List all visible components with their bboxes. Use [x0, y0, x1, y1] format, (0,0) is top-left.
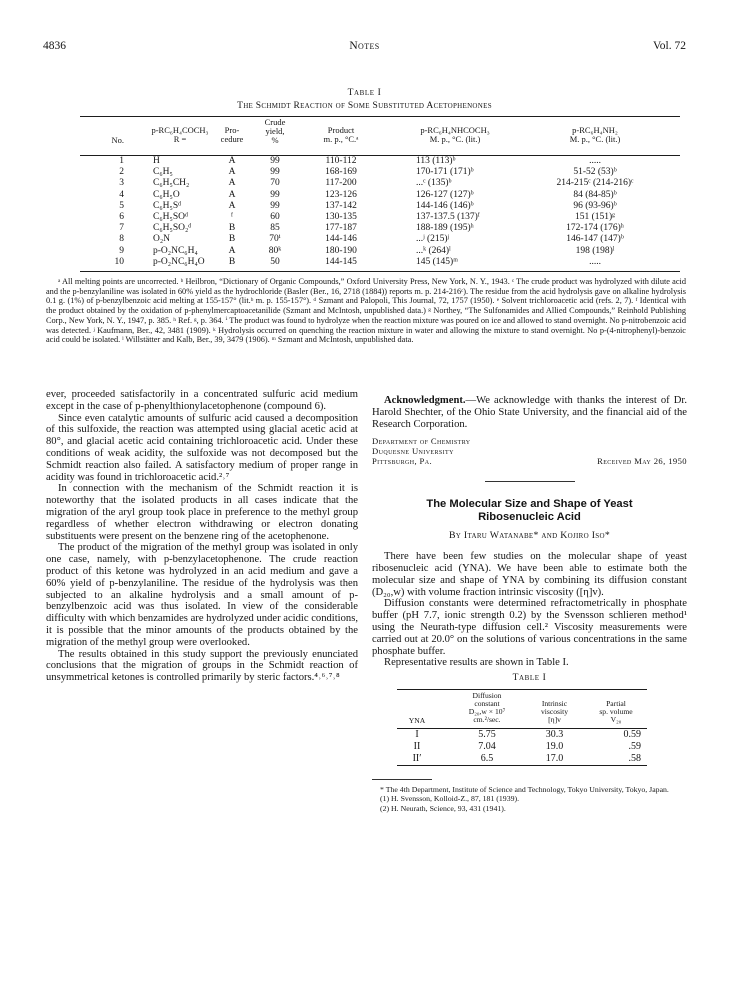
table2 — [372, 673, 687, 766]
cell-amine: 214-215ᶜ (214-216)ᶜ — [556, 178, 634, 189]
table1-footnotes — [46, 277, 686, 345]
cell-r: H — [153, 156, 160, 166]
cell-viscosity: 17.0 — [545, 752, 564, 764]
table1-col-no: No. — [111, 135, 124, 145]
cell-volume: 0.59 — [623, 728, 641, 740]
cell-mp: 123-126 — [325, 189, 357, 200]
cell-r: C₆H₅O — [153, 189, 180, 200]
paragraph: ever, proceeded satisfactorily in a concentrated sulfuric acid medium except in the case of p-phenylthionylacetophenone (compound 6). — [46, 389, 358, 412]
cell-amine: 198 (198)ˡ — [575, 245, 615, 256]
footnote: * The 4th Department, Institute of Science and Technology, Tokyo University, Tokyo, Japan. — [380, 784, 669, 794]
cell-no: 8 — [119, 234, 124, 245]
cell-amide: ...ᵏ (264)ˡ — [416, 245, 451, 256]
cell-volume: .58 — [628, 752, 641, 764]
table1-title: The Schmidt Reaction of Some Substituted Acetophenones — [237, 101, 492, 111]
cell-amide: 188-189 (195)ʰ — [416, 223, 474, 234]
table-row — [397, 741, 647, 753]
paragraph: Representative results are shown in Table I. — [384, 657, 569, 669]
cell-r: C₆H₅SO₂ᵈ — [153, 223, 192, 234]
affiliation-line — [372, 456, 687, 466]
table1-col-yield: Crude yield, % — [264, 117, 286, 145]
cell-no: 9 — [119, 245, 124, 256]
cell-amide: 126-127 (127)ᵇ — [416, 189, 474, 200]
received-date: Received May 26, 1950 — [597, 456, 687, 467]
table1-bottom-rule — [80, 271, 680, 272]
cell-amine: ..... — [589, 256, 601, 267]
table2-header — [397, 690, 647, 728]
table1-col-amine: p-RC₆H₄NH₂ M. p., °C. (lit.) — [569, 125, 621, 144]
affiliation-city: Pittsburgh, Pa. — [372, 456, 433, 467]
paragraph: Since even catalytic amounts of sulfuric acid caused a decomposition of this sulfoxide, the reaction was attempted using glacial acetic acid at 80°, and glacial acetic acid containing trichloroacetic acid. Under these conditions of weak acidity, the sulfoxide was not decomposed but the Schmidt reaction also failed. A satisfactory medium of proper range in acidity was found in trichloroacetic acid.²˒⁷ — [46, 412, 358, 483]
table-row — [80, 223, 680, 234]
cell-r: p-O₂NC₆H₄O — [153, 256, 205, 267]
cell-procedure: ᶠ — [231, 211, 233, 222]
paragraph: In connection with the mechanism of the Schmidt reaction it is noteworthy that the isolated products in all cases indicate that the migration of the aryl group took place in preference to the methyl group regardless of whether electron withdrawing or electron donating substituents were present on the benzene ring of the acetophenone. — [46, 483, 358, 542]
table-row — [80, 167, 680, 178]
cell-no: 1 — [119, 156, 124, 166]
cell-diffusion: 7.04 — [478, 740, 496, 752]
cell-procedure: A — [228, 189, 236, 200]
table1-footnote-text: ᵃ All melting points are uncorrected. ᵇ Heilbron, “Dictionary of Organic Compounds,” Oxford University Press, New York, N. Y., 1943. ᶜ The crude product was hydrolyzed with dilute acid and the p-benzylaniline was isolated in 60% yield as the hydrochloride (Basler (Ber., 16, 2718 (1884)) reports m. p. 214-216ᶜ). The residue from the acid hydrolysis gave on alkaline hydrolysis 0.1 g. (1%) of p-benzylbenzoic acid melting at 155-157° (lit.ᵇ m. p. 155-157°). ᵈ Szmant and Palopoli, This Journal, 72, 1757 (1950). ᵉ Solvent trichloroacetic acid (refs. 2, 7). ᶠ Identical with the product obtained by the oxidation of p-phenylmercaptoacetanilide (Szmant and McIntosh, unpublished data.) ᵍ Northey, “The Sulfonamides and Allied Compounds,” Reinhold Publishing Corp., New York, N. Y., 1947, p. 385. ʰ Ref. ᵍ, p. 364. ⁱ The product was found to hydrolyze when the reaction mixture was poured on ice and allowed to stand overnight. No p-nitrobenzoic acid was detected. ʲ Kaufmann, Ber., 42, 3481 (1909). ᵏ Hydrolysis occurred on quenching the reaction mixture in water and allowing the mixture to stand overnight. No p-(4-nitrophenyl)-benzoic acid could be isolated. ˡ Willstätter and Kalb, Ber., 39, 3479 (1906). ᵐ Szmant and McIntosh, unpublished data. — [46, 277, 686, 345]
table2-label: Table I — [512, 673, 547, 684]
cell-no: 2 — [119, 167, 124, 178]
cell-yield: 60 — [270, 211, 280, 222]
cell-amine: 172-174 (176)ʰ — [566, 223, 624, 234]
table2-col-yna: YNA — [408, 715, 426, 725]
cell-procedure: A — [228, 167, 236, 178]
article-authors: By Itaru Watanabe* and Kojiro Iso* — [448, 530, 611, 542]
cell-r: C₆H₅Sᵈ — [153, 200, 182, 211]
cell-no: 5 — [119, 200, 124, 211]
cell-no: 4 — [119, 189, 124, 200]
cell-no: 7 — [119, 223, 124, 234]
cell-mp: 137-142 — [325, 200, 357, 211]
cell-r: O₂N — [153, 234, 171, 245]
cell-yna: I — [415, 728, 419, 740]
volume-label: Vol. 72 — [652, 40, 686, 52]
cell-volume: .59 — [628, 740, 641, 752]
table-row — [80, 257, 680, 268]
footnote: (1) H. Svensson, Kolloid-Z., 87, 181 (1939). — [380, 794, 520, 804]
cell-diffusion: 6.5 — [480, 752, 494, 764]
cell-yield: 50 — [270, 256, 280, 267]
cell-mp: 110-112 — [325, 156, 357, 166]
cell-r: C₆H₅SOᵈ — [153, 211, 188, 222]
cell-yield: 80ᵏ — [268, 245, 282, 256]
cell-amine: 84 (84-85)ᵇ — [573, 189, 617, 200]
table2-grid — [397, 689, 647, 766]
cell-yield: 70ⁱ — [269, 234, 281, 245]
cell-r: p-O₂NC₆H₄ — [153, 245, 198, 256]
cell-yna: II — [413, 740, 421, 752]
cell-mp: 177-187 — [325, 223, 357, 234]
page-number: 4836 — [43, 40, 66, 52]
table-row — [80, 201, 680, 212]
cell-yield: 99 — [270, 200, 280, 211]
cell-mp: 144-146 — [325, 234, 357, 245]
table-row — [80, 190, 680, 201]
cell-amine: 96 (93-96)ᵇ — [573, 200, 617, 211]
cell-r: C₆H₅CH₂ — [153, 178, 190, 189]
cell-amine: 146-147 (147)ᵇ — [566, 234, 624, 245]
article-title-line1: The Molecular Size and Shape of Yeast — [426, 498, 633, 511]
cell-procedure: A — [228, 178, 236, 189]
article-title — [372, 498, 687, 524]
cell-amine: ..... — [589, 156, 601, 166]
table-row — [397, 753, 647, 765]
cell-amine: 151 (151)ᵍ — [574, 211, 616, 222]
cell-no: 6 — [119, 211, 124, 222]
cell-procedure: A — [228, 245, 236, 256]
cell-mp: 117-200 — [325, 178, 357, 189]
table2-col-viscosity: Intrinsic viscosity [η]v — [540, 698, 568, 725]
paragraph: There have been few studies on the molecular shape of yeast ribosenucleic acid (YNA). We have been able to estimate both the molecular size and shape of YNA by combining its diffusion constant (D₂₀,w) with volume fraction intrinsic viscosity ([η]v). — [372, 551, 687, 598]
table1-top-rule — [80, 116, 680, 117]
affiliation — [372, 436, 687, 466]
table1-header — [80, 118, 680, 156]
table2-bottom-rule — [397, 765, 647, 766]
cell-viscosity: 30.3 — [545, 728, 564, 740]
cell-amide: 137-137.5 (137)ᶠ — [416, 211, 480, 222]
paragraph: Diffusion constants were determined refractometrically in phosphate buffer (pH 7.7, ionic strength 0.2) by the Svensson schlieren method¹ using the Neurath-type diffusion cell.² Viscosity measurements were carried out at 20.0° on the solutions of various concentrations in the same phosphate buffer. — [372, 598, 687, 657]
cell-amide: ...ᶜ (135)ᵇ — [416, 178, 452, 189]
cell-mp: 144-145 — [325, 256, 357, 267]
cell-yield: 99 — [270, 189, 280, 200]
left-column — [46, 389, 358, 684]
cell-amine: 51-52 (53)ᵇ — [573, 167, 617, 178]
table-row — [80, 234, 680, 245]
running-header — [43, 40, 686, 54]
affiliation-univ: Duquesne University — [372, 446, 454, 457]
cell-no: 3 — [119, 178, 124, 189]
acknowledgment-text: —We acknowledge with thanks the interest of Dr. Harold Shechter, of the Ohio State University, and the financial aid of the Research Corporation. — [372, 395, 687, 430]
cell-yield: 99 — [270, 156, 280, 166]
table1-col-r: p-RC₆H₄COCH₃ R = — [151, 125, 209, 144]
table-row — [80, 178, 680, 189]
cell-mp: 180-190 — [325, 245, 357, 256]
cell-yield: 99 — [270, 167, 280, 178]
cell-r: C₆H₅ — [153, 167, 173, 178]
cell-procedure: B — [228, 234, 236, 245]
cell-yna: II′ — [412, 752, 422, 764]
cell-no: 10 — [114, 256, 124, 267]
cell-amide: 170-171 (171)ᵇ — [416, 167, 474, 178]
cell-procedure: B — [228, 256, 236, 267]
cell-viscosity: 19.0 — [545, 740, 564, 752]
table-row — [397, 729, 647, 741]
cell-amide: 144-146 (146)ᵇ — [416, 200, 474, 211]
cell-amide: ...ʲ (215)ʲ — [416, 234, 450, 245]
cell-procedure: B — [228, 223, 236, 234]
table1-col-amide: p-RC₆H₄NHCOCH₃ M. p., °C. (lit.) — [420, 125, 490, 144]
paragraph: The results obtained in this study support the previously enunciated conclusions that the migration of groups in the Schmidt reaction of unsymmetrical ketones is controlled primarily by steric factors.⁴˒⁶˒⁷˒⁸ — [46, 648, 358, 684]
cell-mp: 130-135 — [325, 211, 357, 222]
table1-col-product: Product m. p., °C.ᵃ — [323, 125, 359, 144]
section-title: Notes — [349, 40, 380, 52]
cell-yield: 85 — [270, 223, 280, 234]
table-row — [80, 156, 680, 167]
cell-amide: 113 (113)ᵇ — [416, 156, 456, 166]
article-divider — [485, 481, 575, 482]
cell-procedure: A — [228, 156, 236, 166]
cell-mp: 168-169 — [325, 167, 357, 178]
footnotes — [372, 785, 687, 813]
footnote: (2) H. Neurath, Science, 93, 431 (1941). — [380, 803, 506, 813]
table2-col-diffusion: Diffusion constant D₂₀,w × 10⁷ cm.²/sec. — [468, 690, 506, 725]
table1-label: Table I — [347, 88, 382, 98]
table-row — [80, 246, 680, 257]
cell-yield: 70 — [270, 178, 280, 189]
article-title-line2: Ribosenucleic Acid — [478, 511, 581, 524]
affiliation-dept: Department of Chemistry — [372, 436, 471, 447]
acknowledgment-heading: Acknowledgment. — [384, 395, 466, 406]
table1-body — [80, 156, 680, 268]
cell-amide: 145 (145)ᵐ — [416, 256, 458, 267]
right-column — [372, 395, 687, 813]
cell-procedure: A — [228, 200, 236, 211]
acknowledgment — [372, 395, 687, 430]
footnote-rule — [372, 779, 432, 780]
table-row — [80, 212, 680, 223]
table2-col-volume: Partial sp. volume V₂₀ — [599, 698, 633, 725]
cell-diffusion: 5.75 — [478, 728, 496, 740]
paragraph: The product of the migration of the methyl group was isolated in only one case, namely, with p-benzylacetophenone. The crude reaction product of this ketone was hydrolyzed in an acid medium and gave a 60% yield of p-benzylaniline. The residue of the hydrolysis was then subjected to an alkaline hydrolysis and a small amount of p-benzylbenzoic acid was thus isolated. In view of the considerable difficulty with which benzamides are hydrolyzed under acidic conditions, it is possible that the minor amounts of the products obtained by the migration of the methyl group were overlooked. — [46, 542, 358, 648]
table1-col-procedure: Pro- cedure — [220, 125, 244, 144]
